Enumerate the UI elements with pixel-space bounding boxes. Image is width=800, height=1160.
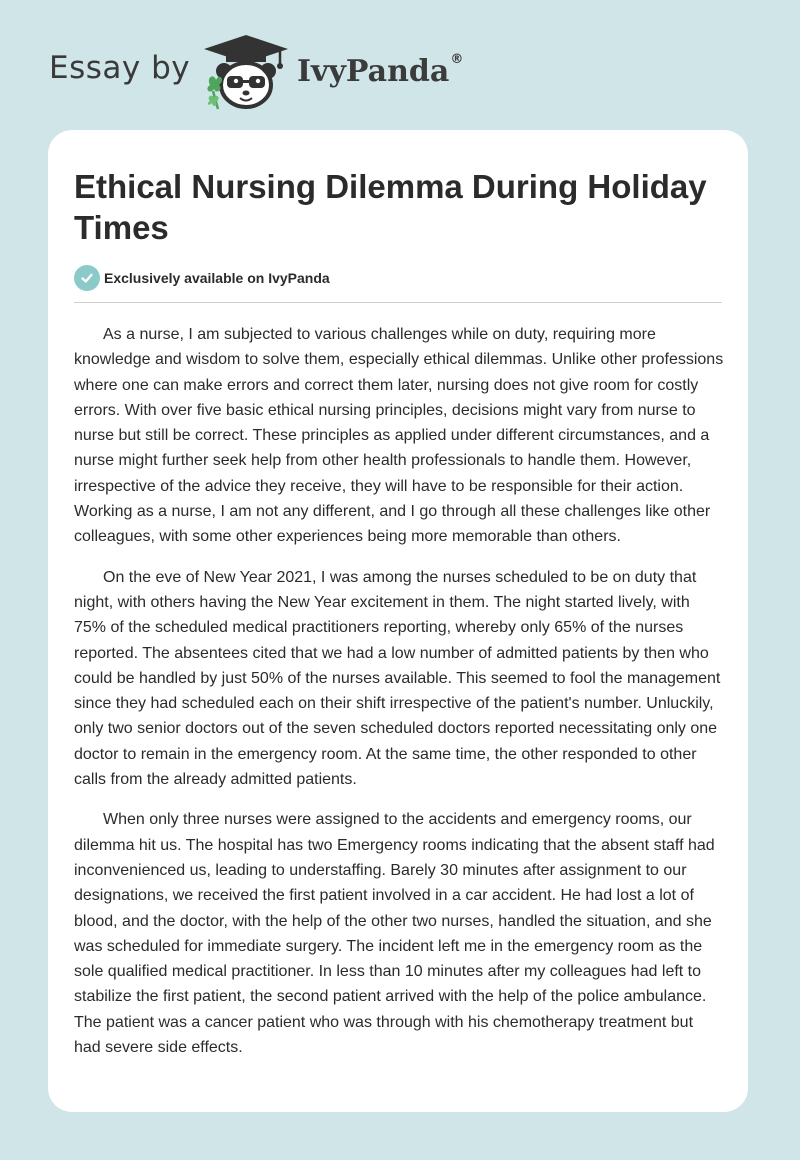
brand-text: IvyPanda: [297, 54, 450, 89]
paragraph: On the eve of New Year 2021, I was among the nurses scheduled to be on duty that night, with others having the New Year excitement in them. The night started lively, with 75% of the scheduled medical practitioners reporting, whereby only 65% of the nurses reported. The absentees cited that we had a low number of admitted patients by then who could be handled by just 50% of the nurses available. This seemed to fool the management since they had scheduled each on their shift irrespective of the patient's number. Unluckily, only two senior doctors out of the seven scheduled doctors reported necessitating only one doctor to remain in the emergency room. At the same time, the other responded to other calls from the already admitted patients.: [74, 568, 721, 789]
brand-name[interactable]: [297, 54, 463, 89]
check-circle-icon: [74, 265, 100, 291]
registered-mark: ®: [450, 52, 464, 67]
site-header: [0, 0, 800, 130]
divider: [74, 302, 722, 303]
essay-card: [48, 130, 748, 1112]
paragraph: As a nurse, I am subjected to various challenges while on duty, requiring more knowledge and wisdom to solve them, especially ethical dilemmas. Unlike other professions where one can make errors and correct them later, nursing does not give room for costly errors. With over five basic ethical nursing principles, decisions might vary from nurse to nurse but still be correct. These principles as applied under different circumstances, and a nurse might further seek help from other health professionals to handle them. However, irrespective of the advice they receive, they will have to be responsible for their action. Working as a nurse, I am not any different, and I go through all these challenges like other colleagues, with some other experiences being more memorable than others.: [74, 326, 724, 546]
essay-by-label: Essay by: [49, 50, 191, 86]
exclusive-badge: [74, 264, 330, 292]
essay-title: Ethical Nursing Dilemma During Holiday Times: [74, 168, 707, 246]
panda-graduate-icon[interactable]: [200, 33, 292, 113]
paragraph: When only three nurses were assigned to the accidents and emergency rooms, our dilemma hit us. The hospital has two Emergency rooms indicating that the absent staff had inconvenienced us, leading to understaffing. Barely 30 minutes after assignment to our designations, we received the first patient involved in a car accident. He had lost a lot of blood, and the doctor, with the help of the other two nurses, handled the situation, and she was scheduled for immediate surgery. The incident left me in the emergency room as the sole qualified medical practitioner. In less than 10 minutes after my colleagues had left to stabilize the first patient, the second patient arrived with the help of the police ambulance. The patient was a cancer patient who was through with his chemotherapy treatment but had severe side effects.: [74, 811, 715, 1057]
exclusive-label: Exclusively available on IvyPanda: [104, 270, 330, 286]
essay-body: [74, 322, 724, 1075]
